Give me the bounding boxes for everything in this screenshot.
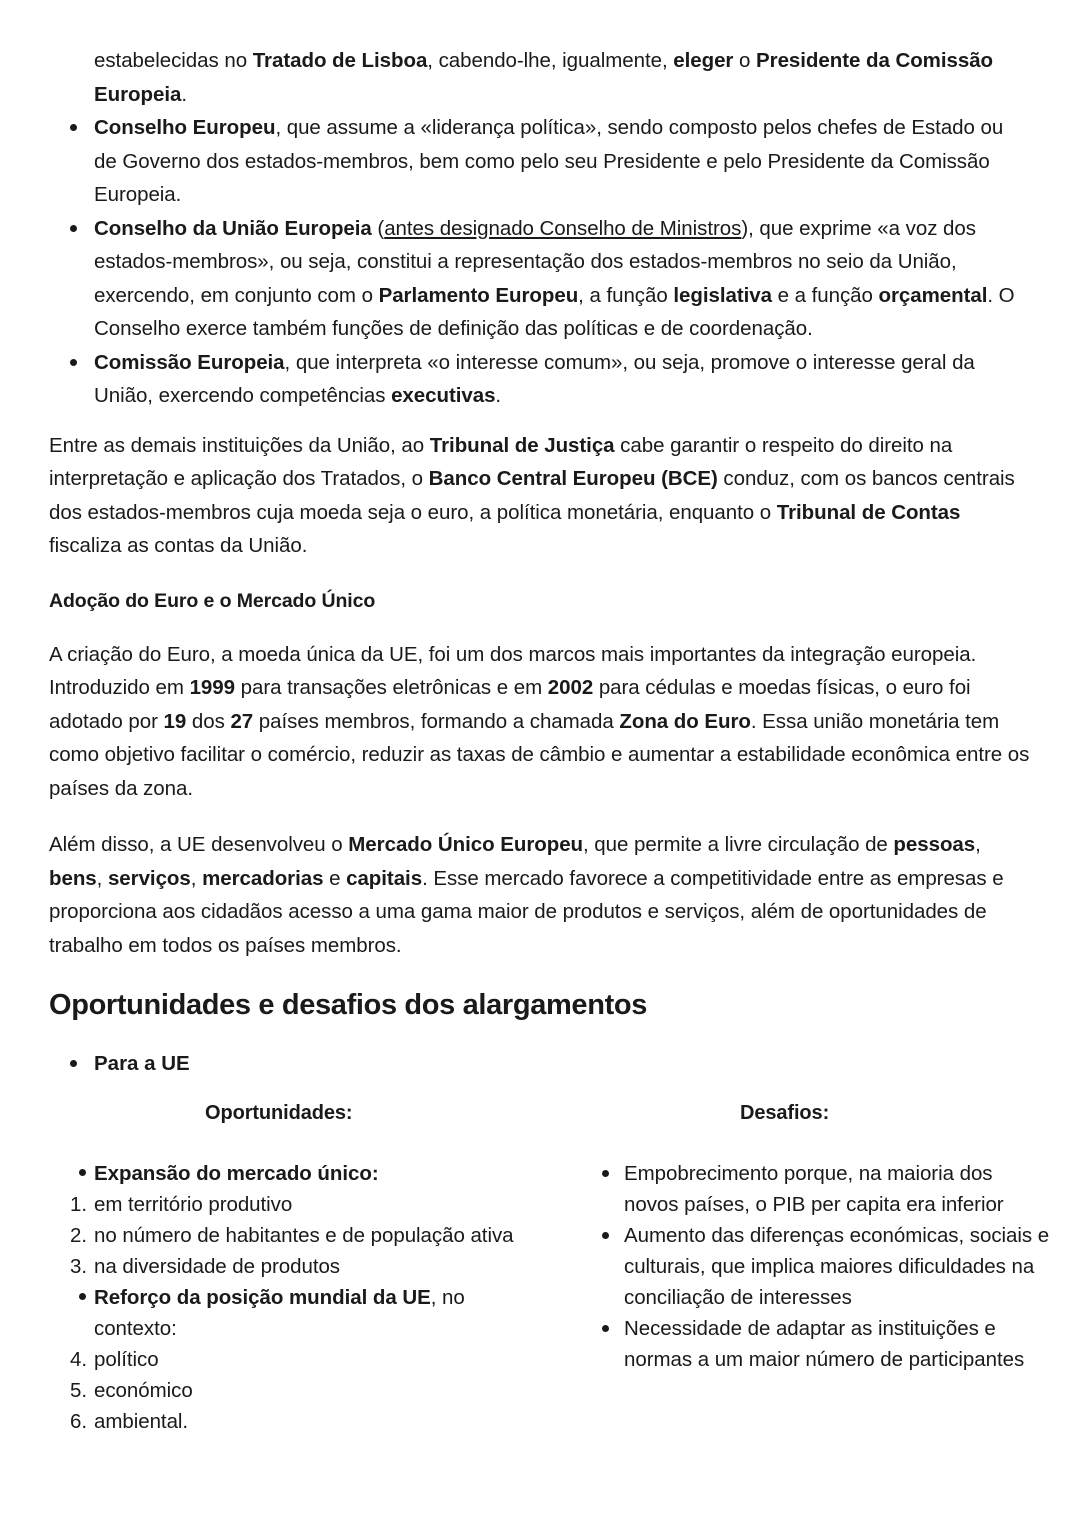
merc-seg7: . Esse mercado favorece a competitividade entre as empresas e proporciona aos cidadãos acesso a uma gama maior de produtos e serviços, além de oportunidades de trabalho em todos os países membros. [49, 866, 1004, 957]
item-bold-lead: Conselho Europeu [94, 116, 276, 139]
item-seg2: . [495, 384, 502, 407]
bullet-icon [602, 1170, 609, 1177]
continued-text-mid2: o [733, 49, 757, 72]
euro-bold-2002: 2002 [547, 676, 594, 699]
column-header-oportunidades: Oportunidades: [205, 1101, 353, 1124]
item-text: Aumento das diferenças económicas, sociais e culturais, que implica maiores dificuldades na conciliação de interesses [624, 1223, 1050, 1309]
para-seg3: conduz, com os bancos centrais dos estados-membros cuja moeda seja o euro, a política monetária, enquanto o [49, 467, 1015, 524]
euro-seg1: A criação do Euro, a moeda única da UE, foi um dos marcos mais importantes da integração europeia. Introduzido em [49, 642, 977, 699]
merc-bold-servicos: serviços [107, 866, 191, 890]
item-seg3: , a função [578, 283, 674, 307]
list-item [49, 1220, 549, 1251]
list-item [49, 1251, 549, 1282]
column-header-desafios: Desafios: [740, 1101, 830, 1124]
merc-seg5: , [190, 866, 203, 890]
item-underlined-note: antes designado Conselho de Ministros [384, 216, 742, 240]
column-oportunidades [49, 1158, 549, 1437]
para-seg4: fiscaliza as contas da União. [49, 534, 308, 557]
list-item-comissao-europeia [49, 346, 1031, 413]
item-bold: Reforço da posição mundial da UE [94, 1285, 431, 1309]
bullet-icon [70, 1060, 77, 1067]
item-rest: ambiental. [94, 1409, 189, 1433]
item-rest: , no contexto: [94, 1285, 465, 1340]
merc-bold-bens: bens [49, 866, 97, 890]
bullet-icon [602, 1325, 609, 1332]
continued-bold-eleger: eleger [673, 49, 734, 72]
bullet-icon [49, 1282, 87, 1313]
institutions-list [49, 111, 1031, 413]
list-item-conselho-europeu [49, 111, 1031, 212]
item-rest: , que assume a «liderança política», sendo composto pelos chefes de Estado ou de Governo dos estados-membros, bem como pelo seu Presidente e pelo Presidente da Comissão Europeia. [94, 116, 1004, 206]
ordered-marker: 2. [70, 1223, 87, 1247]
paragraph-euro [49, 638, 1031, 806]
continued-text-mid: , cabendo-lhe, igualmente, [427, 49, 674, 72]
list-item [49, 1406, 549, 1437]
bullet-icon [70, 124, 77, 131]
item-bold: Expansão do mercado único: [94, 1161, 379, 1185]
list-item [49, 1375, 549, 1406]
merc-seg3: , [975, 833, 981, 856]
merc-bold-pessoas: pessoas [893, 833, 976, 856]
column-desafios [580, 1158, 1050, 1375]
euro-bold-19: 19 [163, 709, 187, 733]
merc-seg2: , que permite a livre circulação de [583, 833, 894, 856]
euro-seg2: para transações eletrônicas e em [234, 676, 548, 699]
list-item [580, 1313, 1050, 1375]
item-rest: económico [94, 1378, 193, 1402]
para-bold-tribunal-contas: Tribunal de Contas [776, 500, 961, 524]
merc-seg4: , [96, 866, 108, 890]
list-item [49, 1158, 549, 1189]
ordered-marker: 6. [70, 1409, 87, 1433]
list-item [49, 1282, 549, 1344]
bullet-icon [70, 359, 77, 366]
item-bold-orcamental: orçamental [878, 283, 988, 307]
continued-list-item [49, 44, 1031, 111]
item-rest: político [94, 1347, 159, 1371]
bullet-icon [70, 225, 77, 232]
list-item [580, 1220, 1050, 1313]
two-column-section [49, 1158, 1050, 1437]
ordered-marker: 5. [70, 1378, 87, 1402]
paragraph-mercado-unico [49, 828, 1031, 962]
heading-oportunidades-desafios: Oportunidades e desafios dos alargamentos [49, 989, 648, 1021]
item-rest: na diversidade de produtos [94, 1254, 341, 1278]
para-seg1: Entre as demais instituições da União, ao [49, 433, 430, 457]
item-rest: em território produtivo [94, 1192, 293, 1216]
item-text: Empobrecimento porque, na maioria dos novos países, o PIB per capita era inferior [624, 1161, 1004, 1216]
continued-text-end: . [181, 82, 187, 106]
list-item [580, 1158, 1050, 1220]
merc-seg6: e [323, 866, 347, 890]
euro-bold-27: 27 [230, 709, 254, 733]
item-rest: no número de habitantes e de população ativa [94, 1223, 514, 1247]
bullet-icon [49, 1158, 87, 1189]
merc-bold-mercadorias: mercadorias [202, 866, 324, 890]
item-bold-lead: Conselho da União Europeia [94, 216, 372, 240]
oportunidades-list [49, 1158, 549, 1437]
item-bold-lead: Comissão Europeia [94, 350, 285, 374]
euro-bold-zona: Zona do Euro [619, 709, 751, 733]
continued-bold-tratado: Tratado de Lisboa [252, 49, 428, 72]
item-seg1: , que interpreta «o interesse comum», ou seja, promove o interesse geral da União, exercendo competências [94, 350, 975, 407]
euro-seg3: para cédulas e moedas físicas, o euro foi adotado por [49, 676, 971, 733]
euro-seg5: países membros, formando a chamada [253, 709, 620, 733]
euro-bold-1999: 1999 [189, 676, 235, 699]
euro-seg4: dos [186, 709, 231, 733]
list-item-conselho-uniao [49, 212, 1031, 346]
item-seg4: e a função [771, 283, 879, 307]
ordered-marker: 3. [70, 1254, 87, 1278]
ordered-marker: 1. [70, 1192, 87, 1216]
paragraph-instituicoes [49, 429, 1031, 563]
para-a-ue-label: Para a UE [94, 1052, 190, 1075]
list-item-para-a-ue [49, 1047, 1031, 1081]
continued-text-pre: estabelecidas no [94, 49, 253, 72]
para-bold-bce: Banco Central Europeu (BCE) [428, 467, 718, 490]
merc-seg1: Além disso, a UE desenvolveu o [49, 833, 349, 856]
bullet-icon [602, 1232, 609, 1239]
continued-bold-presidente: Presidente da Comissão Europeia [94, 49, 994, 106]
list-item [49, 1189, 549, 1220]
list-item [49, 1344, 549, 1375]
ordered-marker: 4. [70, 1347, 87, 1371]
item-bold-executivas: executivas [391, 384, 496, 407]
merc-bold-capitais: capitais [346, 866, 423, 890]
merc-bold-mercado: Mercado Único Europeu [348, 833, 584, 856]
euro-seg6: . Essa união monetária tem como objetivo facilitar o comércio, reduzir as taxas de câmbio e aumentar a estabilidade econômica entre os países da zona. [49, 709, 1030, 800]
item-bold-legislativa: legislativa [673, 283, 772, 307]
column-headers [49, 1102, 1031, 1136]
item-paren-open: ( [371, 216, 385, 240]
para-seg2: cabe garantir o respeito do direito na interpretação e aplicação dos Tratados, o [49, 433, 953, 490]
item-text: Necessidade de adaptar as instituições e normas a um maior número de participantes [624, 1316, 1025, 1371]
heading-adocao-euro: Adoção do Euro e o Mercado Único [49, 589, 376, 612]
para-bold-tribunal-justica: Tribunal de Justiça [429, 433, 615, 457]
item-seg2: ), que exprime «a voz dos estados-membros», ou seja, constitui a representação dos estados-membros no seio da União, exercendo, em conjunto com o [94, 216, 976, 307]
item-bold-parlamento: Parlamento Europeu [378, 283, 579, 307]
desafios-list [580, 1158, 1050, 1375]
item-seg5: . O Conselho exerce também funções de definição das políticas e de coordenação. [94, 283, 1015, 340]
